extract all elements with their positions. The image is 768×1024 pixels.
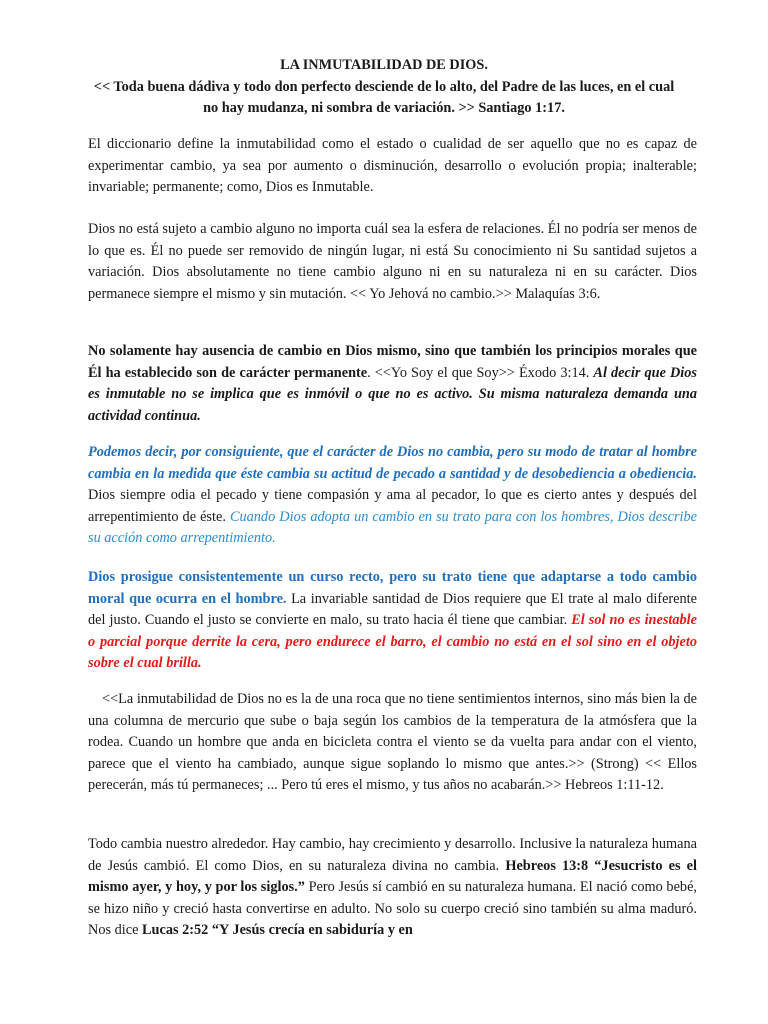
- bold-italic-text: Al decir que Dios es inmutable no se implica que es inmóvil o que no es activo. Su misma naturaleza demanda una actividad continua.: [88, 364, 697, 424]
- blue-bold-italic-text: Podemos decir, por consiguiente, que el carácter de Dios no cambia, pero su modo de tratar al hombre cambia en la medida que éste cambia su actitud de pecado a santidad y de desobediencia a obediencia.: [88, 444, 697, 482]
- title-verse: << Toda buena dádiva y todo don perfecto desciende de lo alto, del Padre de las luces, en el cual no hay mudanza, ni sombra de variación. >> Santiago 1:17.: [93, 78, 675, 117]
- bold-text: No solamente hay ausencia de cambio en Dios mismo, sino que también los principios morales que Él ha establecido son de carácter permanente: [88, 343, 697, 381]
- red-bold-italic-text: El sol no es inestable o parcial porque derrite la cera, pero endurece el barro, el cambio no está en el sol sino en el objeto sobre el cual brilla.: [88, 612, 697, 672]
- document-title-block: [88, 55, 680, 120]
- paragraph-no-change: Dios no está sujeto a cambio alguno no importa cuál sea la esfera de relaciones. Él no podría ser menos de lo que es. Él no puede ser removido de ningún lugar, ni está Su conocimiento ni Su santidad sujetos a variación. Dios absolutamente no tiene cambio alguno ni en su naturaleza ni en su carácter. Dios permanece siempre el mismo y sin mutación. << Yo Jehová no cambio.>> Malaquías 3:6.: [88, 221, 697, 302]
- paragraph-character: [88, 442, 697, 550]
- plain-text: Todo cambia nuestro alrededor. Hay cambio, hay crecimiento y desarrollo. Inclusive la naturaleza humana de Jesús cambió. El como Dios, en su naturaleza divina no cambia.: [88, 836, 697, 874]
- plain-text: . <<Yo Soy el que Soy>> Éxodo 3:14.: [367, 364, 594, 381]
- blue-bold-text: Dios prosigue consistentemente un curso recto, pero su trato tiene que adaptarse a todo cambio moral que ocurra en el hombre.: [88, 569, 697, 607]
- document-title: LA INMUTABILIDAD DE DIOS.: [280, 57, 488, 73]
- bold-verse-hebreos: Hebreos 13:8 “Jesucristo es el mismo ayer, y hoy, y por los siglos.”: [88, 857, 697, 896]
- paragraph-definition: El diccionario define la inmutabilidad como el estado o cualidad de ser aquello que no es capaz de experimentar cambio, ya sea por aumento o disminución, desarrollo o evolución propia; inalterable; invariable; permanente; como, Dios es Inmutable.: [88, 136, 697, 196]
- paragraph-consistent-course: [88, 567, 697, 675]
- paragraph-strong-quote: <<La inmutabilidad de Dios no es la de una roca que no tiene sentimientos internos, sino más bien la de una columna de mercurio que sube o baja según los cambios de la temperatura de la atmósfera que la rodea. Cuando un hombre que anda en bicicleta contra el viento se da vuelta para andar con el viento, parece que el viento ha cambiado, aunque sigue soplando lo mismo que antes.>> (Strong) << Ellos perecerán, más tú permaneces; ... Pero tú eres el mismo, y tus años no acabarán.>> Hebreos 1:11-12.: [88, 691, 697, 794]
- paragraph-jesus-changed: [88, 834, 697, 942]
- plain-text: La invariable santidad de Dios requiere que El trate al malo diferente del justo. Cuando el justo se convierte en malo, su trato hacia él tiene que cambiar.: [88, 590, 697, 629]
- bold-verse-lucas: Lucas 2:52 “Y Jesús crecía en sabiduría y en: [142, 922, 413, 939]
- paragraph-moral-principles: [88, 341, 697, 427]
- plain-text: Dios siempre odia el pecado y tiene compasión y ama al pecador, lo que es cierto antes y después del arrepentimiento de éste.: [88, 487, 697, 525]
- blue-italic-text: Cuando Dios adopta un cambio en su trato para con los hombres, Dios describe su acción como arrepentimiento.: [88, 508, 697, 547]
- plain-text: Pero Jesús sí cambió en su naturaleza humana. El nació como bebé, se hizo niño y creció hasta convertirse en adulto. No solo su cuerpo creció sino también su alma maduró. Nos dice: [88, 879, 697, 939]
